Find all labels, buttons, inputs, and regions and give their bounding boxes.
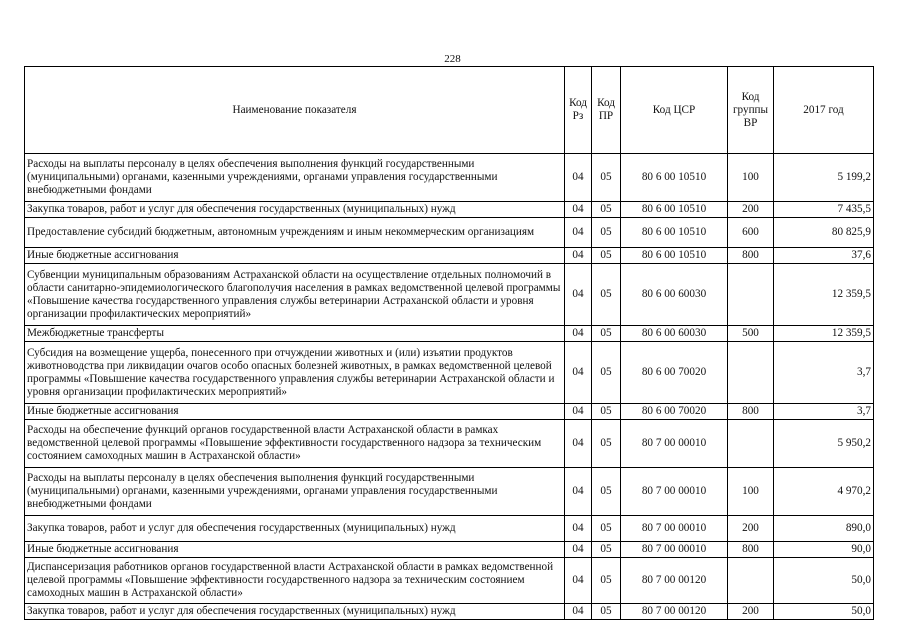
- table-header-row: [25, 67, 874, 154]
- row-amount: 90,0: [774, 542, 874, 558]
- table-row: [25, 248, 874, 264]
- row-vr: 200: [728, 202, 774, 218]
- row-amount: 12 359,5: [774, 326, 874, 342]
- table-row: [25, 154, 874, 202]
- row-vr: 800: [728, 248, 774, 264]
- row-name: Иные бюджетные ассигнования: [25, 248, 565, 264]
- row-csr: 80 7 00 00120: [621, 604, 728, 620]
- row-amount: 890,0: [774, 516, 874, 542]
- row-amount: 5 199,2: [774, 154, 874, 202]
- row-rz: 04: [565, 420, 592, 468]
- row-amount: 12 359,5: [774, 264, 874, 326]
- row-csr: 80 7 00 00010: [621, 542, 728, 558]
- row-pr: 05: [592, 516, 621, 542]
- row-pr: 05: [592, 558, 621, 604]
- row-amount: 80 825,9: [774, 218, 874, 248]
- row-csr: 80 6 00 10510: [621, 202, 728, 218]
- row-pr: 05: [592, 468, 621, 516]
- row-pr: 05: [592, 404, 621, 420]
- row-pr: 05: [592, 326, 621, 342]
- row-vr: 600: [728, 218, 774, 248]
- row-vr: [728, 264, 774, 326]
- table-row: [25, 218, 874, 248]
- row-csr: 80 6 00 70020: [621, 342, 728, 404]
- row-pr: 05: [592, 248, 621, 264]
- row-name: Диспансеризация работников органов государственной власти Астраханской области в рамках ведомственной целевой программы «Повышение эффективности государственного надзора за техническим состоянием самоходных машин в Астраханской области»: [25, 558, 565, 604]
- row-name: Субвенции муниципальным образованиям Астраханской области на осуществление отдельных полномочий в области санитарно-эпидемиологического благополучия населения в рамках ведомственной целевой программы «Повышение качества государственного управления службы ветеринарии Астраханской области и уровня организации профилактических мероприятий»: [25, 264, 565, 326]
- row-amount: 50,0: [774, 604, 874, 620]
- row-csr: 80 7 00 00120: [621, 558, 728, 604]
- row-amount: 3,7: [774, 404, 874, 420]
- budget-table: [24, 66, 874, 620]
- table-row: [25, 542, 874, 558]
- row-name: Расходы на выплаты персоналу в целях обеспечения выполнения функций государственными (муниципальными) органами, казенными учреждениями, органами управления государственными внебюджетными фондами: [25, 468, 565, 516]
- row-amount: 7 435,5: [774, 202, 874, 218]
- row-pr: 05: [592, 154, 621, 202]
- row-rz: 04: [565, 342, 592, 404]
- row-pr: 05: [592, 264, 621, 326]
- row-pr: 05: [592, 420, 621, 468]
- row-vr: 800: [728, 404, 774, 420]
- row-pr: 05: [592, 218, 621, 248]
- row-vr: 200: [728, 604, 774, 620]
- row-rz: 04: [565, 154, 592, 202]
- row-vr: 500: [728, 326, 774, 342]
- row-pr: 05: [592, 202, 621, 218]
- table-row: [25, 604, 874, 620]
- row-vr: 100: [728, 468, 774, 516]
- page-number: 228: [444, 53, 461, 65]
- row-rz: 04: [565, 468, 592, 516]
- row-rz: 04: [565, 604, 592, 620]
- table-row: [25, 404, 874, 420]
- row-rz: 04: [565, 404, 592, 420]
- row-csr: 80 7 00 00010: [621, 516, 728, 542]
- row-csr: 80 6 00 10510: [621, 154, 728, 202]
- row-vr: [728, 558, 774, 604]
- row-name: Расходы на выплаты персоналу в целях обеспечения выполнения функций государственными (муниципальными) органами, казенными учреждениями, органами управления государственными внебюджетными фондами: [25, 154, 565, 202]
- row-pr: 05: [592, 542, 621, 558]
- table-row: [25, 202, 874, 218]
- row-name: Межбюджетные трансферты: [25, 326, 565, 342]
- row-vr: 200: [728, 516, 774, 542]
- row-name: Расходы на обеспечение функций органов государственной власти Астраханской области в рамках ведомственной целевой программы «Повышение эффективности государственного надзора за техническим состоянием самоходных машин в Астраханской области»: [25, 420, 565, 468]
- row-vr: [728, 342, 774, 404]
- row-pr: 05: [592, 604, 621, 620]
- row-rz: 04: [565, 542, 592, 558]
- row-name: Иные бюджетные ассигнования: [25, 542, 565, 558]
- row-csr: 80 7 00 00010: [621, 420, 728, 468]
- table-row: [25, 264, 874, 326]
- table-row: [25, 516, 874, 542]
- row-vr: [728, 420, 774, 468]
- header-year: 2017 год: [774, 67, 874, 154]
- header-vr: Код группы ВР: [728, 67, 774, 154]
- row-name: Закупка товаров, работ и услуг для обеспечения государственных (муниципальных) нужд: [25, 516, 565, 542]
- row-pr: 05: [592, 342, 621, 404]
- table-row: [25, 420, 874, 468]
- row-vr: 800: [728, 542, 774, 558]
- table-row: [25, 326, 874, 342]
- row-amount: 37,6: [774, 248, 874, 264]
- header-csr: Код ЦСР: [621, 67, 728, 154]
- row-amount: 50,0: [774, 558, 874, 604]
- header-name: Наименование показателя: [25, 67, 565, 154]
- row-amount: 3,7: [774, 342, 874, 404]
- row-vr: 100: [728, 154, 774, 202]
- row-name: Закупка товаров, работ и услуг для обеспечения государственных (муниципальных) нужд: [25, 202, 565, 218]
- header-rz: Код Рз: [565, 67, 592, 154]
- row-rz: 04: [565, 218, 592, 248]
- table-row: [25, 468, 874, 516]
- row-amount: 5 950,2: [774, 420, 874, 468]
- row-name: Предоставление субсидий бюджетным, автономным учреждениям и иным некоммерческим организациям: [25, 218, 565, 248]
- row-name: Иные бюджетные ассигнования: [25, 404, 565, 420]
- row-rz: 04: [565, 202, 592, 218]
- row-csr: 80 7 00 00010: [621, 468, 728, 516]
- row-rz: 04: [565, 326, 592, 342]
- row-rz: 04: [565, 516, 592, 542]
- row-rz: 04: [565, 264, 592, 326]
- row-rz: 04: [565, 248, 592, 264]
- header-pr: Код ПР: [592, 67, 621, 154]
- table-row: [25, 342, 874, 404]
- row-name: Субсидия на возмещение ущерба, понесенного при отчуждении животных и (или) изъятии продуктов животноводства при ликвидации очагов особо опасных болезней животных, в рамках ведомственной целевой программы «Повышение качества государственного управления службы ветеринарии Астраханской области и уровня организации профилактических мероприятий»: [25, 342, 565, 404]
- table-row: [25, 558, 874, 604]
- row-csr: 80 6 00 10510: [621, 248, 728, 264]
- row-csr: 80 6 00 70020: [621, 404, 728, 420]
- row-csr: 80 6 00 10510: [621, 218, 728, 248]
- row-csr: 80 6 00 60030: [621, 326, 728, 342]
- row-name: Закупка товаров, работ и услуг для обеспечения государственных (муниципальных) нужд: [25, 604, 565, 620]
- row-rz: 04: [565, 558, 592, 604]
- row-csr: 80 6 00 60030: [621, 264, 728, 326]
- row-amount: 4 970,2: [774, 468, 874, 516]
